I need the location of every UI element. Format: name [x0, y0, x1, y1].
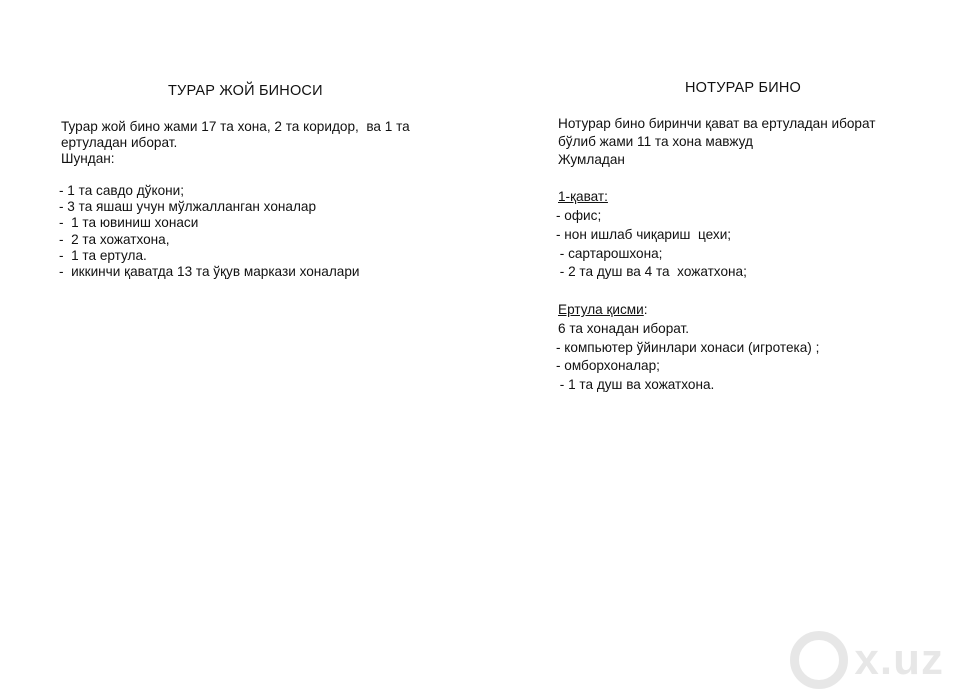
- basement-heading: Ертула қисми: [558, 302, 644, 317]
- watermark-ring-icon: [790, 631, 848, 689]
- floor1-list-item: - нон ишлаб чиқариш цехи;: [556, 227, 732, 242]
- floor1-list-item: - офис;: [556, 208, 602, 223]
- basement-list-item: - омборхоналар;: [556, 358, 660, 373]
- nonresidential-intro-line-1: Нотурар бино биринчи қават ва ертуладан иборат: [558, 116, 876, 131]
- watermark-text: x.uz: [854, 635, 944, 684]
- basement-heading-colon: :: [643, 302, 648, 317]
- residential-intro-line-3: Шундан:: [61, 151, 115, 166]
- residential-list-item: - 1 та ювиниш хонаси: [59, 215, 199, 230]
- basement-list-item: 6 та хонадан иборат.: [558, 321, 690, 336]
- residential-list-item: - 1 та савдо дўкони;: [59, 183, 185, 198]
- residential-list-item: - 2 та хожатхона,: [59, 232, 170, 247]
- olx-watermark: [790, 631, 944, 689]
- residential-intro-line-1: Турар жой бино жами 17 та хона, 2 та коридор, ва 1 та: [61, 119, 410, 134]
- basement-list-item: - 1 та душ ва хожатхона.: [556, 377, 715, 392]
- residential-list-item: - иккинчи қаватда 13 та ўқув маркази хоналари: [59, 264, 360, 279]
- nonresidential-title: НОТУРАР БИНО: [685, 80, 801, 96]
- residential-list-item: - 3 та яшаш учун мўлжалланган хоналар: [59, 199, 317, 214]
- nonresidential-intro-line-3: Жумладан: [558, 152, 625, 167]
- residential-intro-line-2: ертуладан иборат.: [61, 135, 178, 150]
- floor1-list-item: - сартарошхона;: [556, 246, 663, 261]
- nonresidential-intro-line-2: бўлиб жами 11 та хона мавжуд: [558, 134, 753, 149]
- residential-title: ТУРАР ЖОЙ БИНОСИ: [168, 83, 323, 99]
- floor1-list-item: - 2 та душ ва 4 та хожатхона;: [556, 264, 747, 279]
- basement-list-item: - компьютер ўйинлари хонаси (игротека) ;: [556, 340, 820, 355]
- floor1-heading: 1-қават:: [558, 189, 608, 204]
- residential-list-item: - 1 та ертула.: [59, 248, 147, 263]
- basement-heading-line: [558, 301, 648, 319]
